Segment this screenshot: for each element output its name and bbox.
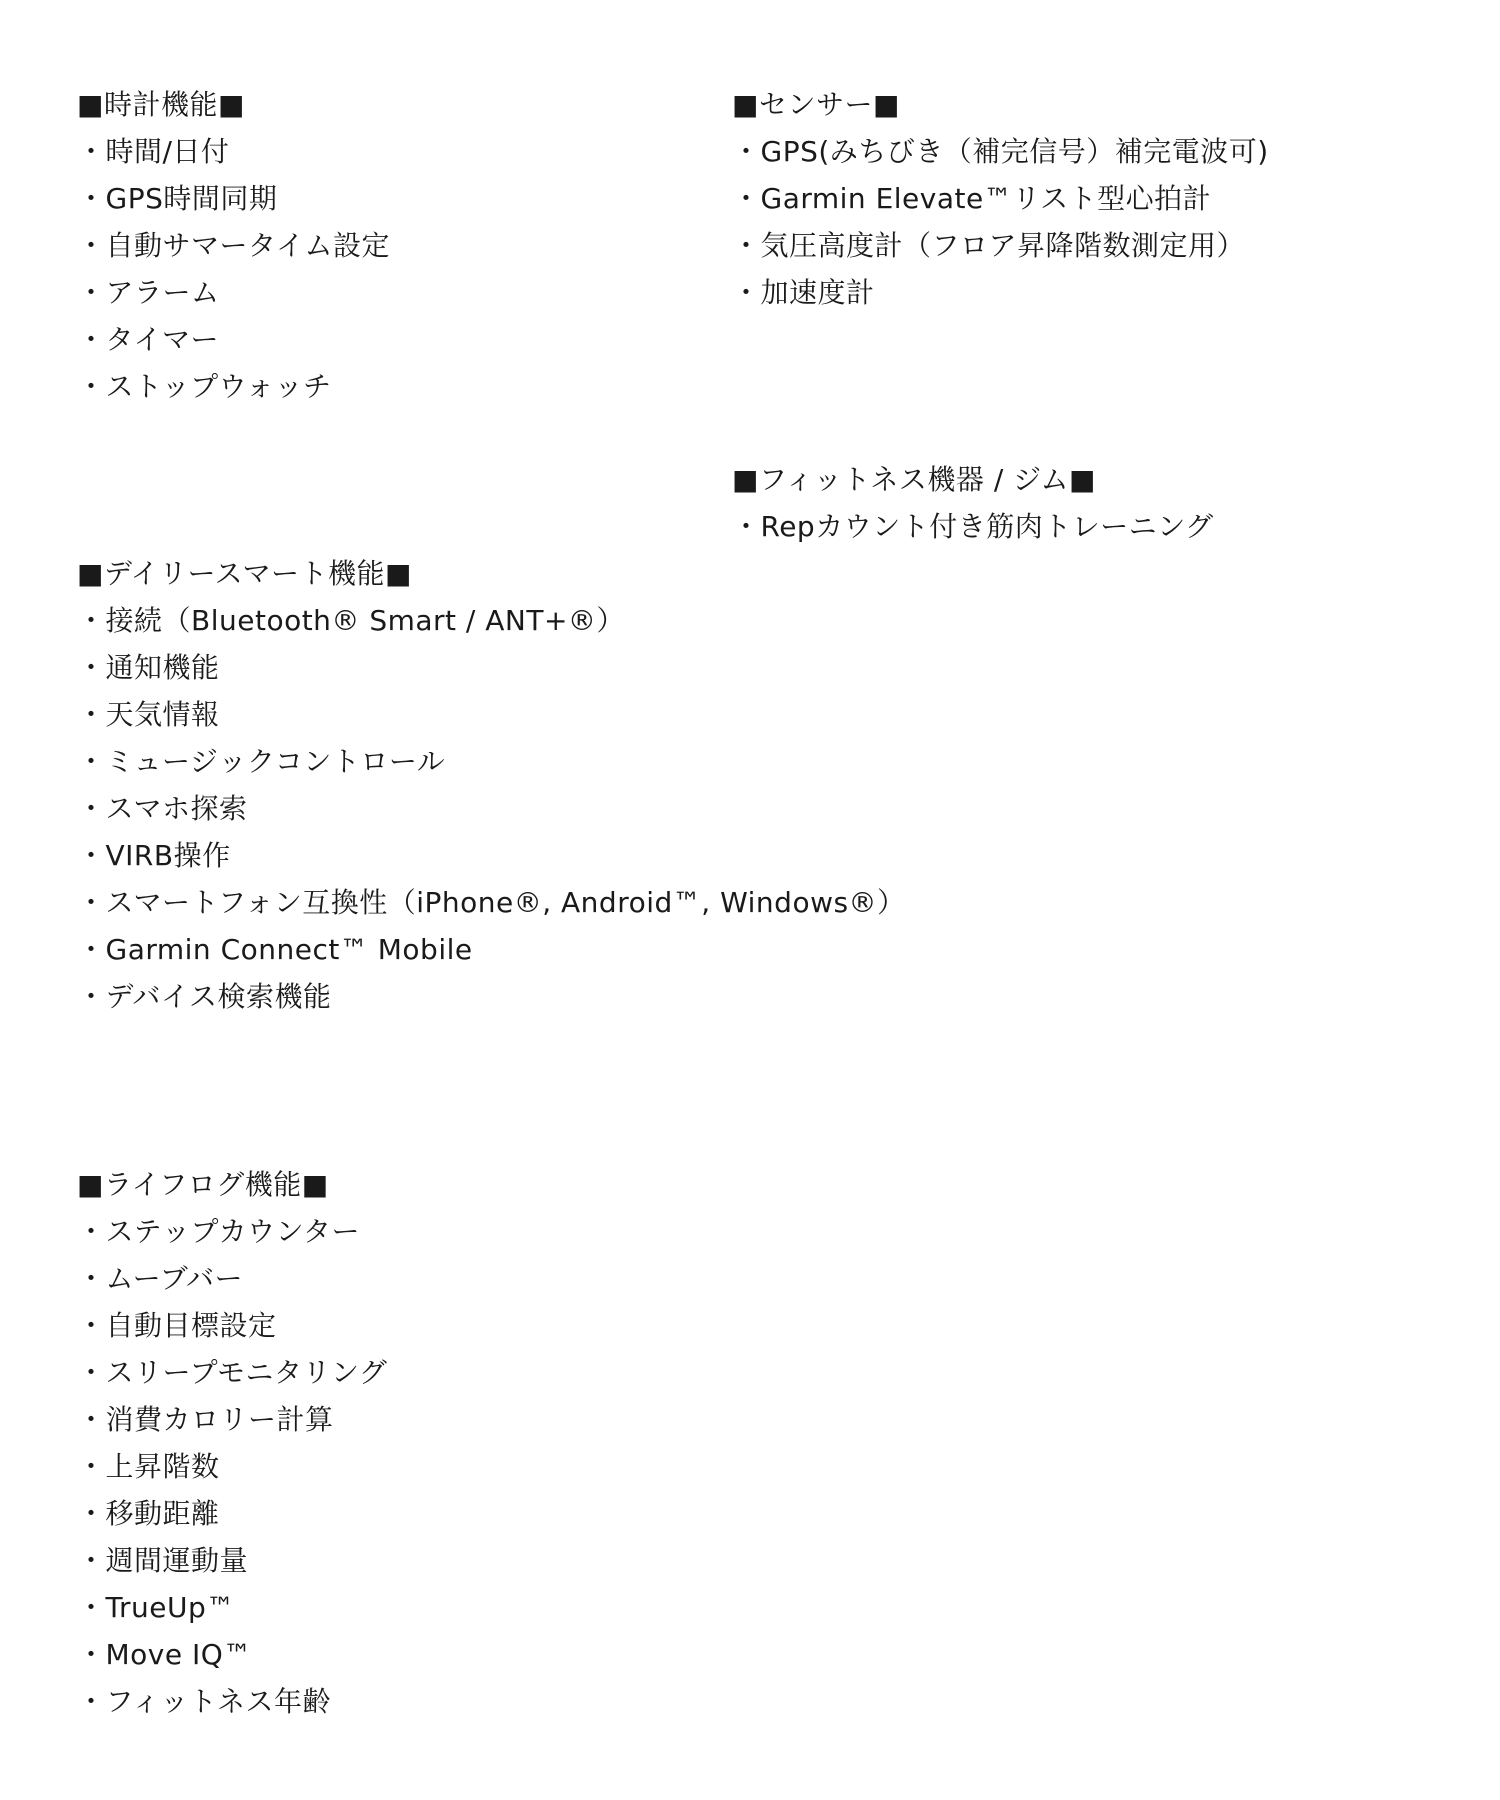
- list-item: ・タイマー: [77, 323, 219, 356]
- feature-list: [732, 503, 1214, 550]
- list-item: ・スリープモニタリング: [77, 1356, 388, 1389]
- feature-list: [77, 597, 906, 1020]
- list-item: ・天気情報: [77, 698, 220, 731]
- section-watch-functions: [77, 81, 390, 410]
- list-item: ・自動サマータイム設定: [77, 229, 390, 262]
- list-item: ・ミュージックコントロール: [77, 745, 446, 778]
- list-item: ・消費カロリー計算: [77, 1403, 334, 1436]
- list-item: ・Garmin Elevate™リスト型心拍計: [732, 182, 1212, 215]
- list-item: ・フィットネス年齢: [77, 1685, 331, 1718]
- list-item: ・自動目標設定: [77, 1309, 277, 1342]
- list-item: ・気圧高度計（フロア昇降階数測定用）: [732, 229, 1246, 262]
- feature-list: [732, 128, 1269, 316]
- list-item: ・TrueUp™: [77, 1591, 235, 1624]
- list-item: ・GPS(みちびき（補完信号）補完電波可): [732, 135, 1269, 168]
- list-item: ・アラーム: [77, 276, 220, 309]
- section-title: ■ライフログ機能■: [77, 1168, 329, 1201]
- list-item: ・上昇階数: [77, 1450, 220, 1483]
- feature-list: [77, 1208, 387, 1725]
- list-item: ・VIRB操作: [77, 839, 231, 872]
- section-lifelog-functions: [77, 1161, 387, 1725]
- list-item: ・時間/日付: [77, 135, 230, 168]
- list-item: ・ステップカウンター: [77, 1215, 361, 1248]
- section-title: ■時計機能■: [77, 88, 245, 121]
- list-item: ・スマホ探索: [77, 792, 248, 825]
- section-title: ■センサー■: [732, 88, 900, 121]
- list-item: ・加速度計: [732, 276, 875, 309]
- list-item: ・接続（Bluetooth® Smart / ANT+®）: [77, 604, 625, 637]
- section-title: ■デイリースマート機能■: [77, 557, 412, 590]
- list-item: ・Repカウント付き筋肉トレーニング: [732, 510, 1214, 543]
- list-item: ・スマートフォン互換性（iPhone®, Android™, Windows®）: [77, 886, 906, 919]
- section-title: ■フィットネス機器 / ジム■: [732, 463, 1097, 496]
- list-item: ・GPS時間同期: [77, 182, 278, 215]
- feature-list: [77, 128, 390, 410]
- list-item: ・デバイス検索機能: [77, 980, 332, 1013]
- section-sensors: [732, 81, 1269, 316]
- section-fitness-gym: [732, 456, 1214, 550]
- list-item: ・Move IQ™: [77, 1638, 252, 1671]
- list-item: ・移動距離: [77, 1497, 220, 1530]
- list-item: ・通知機能: [77, 651, 220, 684]
- list-item: ・Garmin Connect™ Mobile: [77, 933, 473, 966]
- section-daily-smart-functions: [77, 550, 906, 1020]
- list-item: ・ストップウォッチ: [77, 370, 332, 403]
- list-item: ・ムーブバー: [77, 1262, 243, 1295]
- list-item: ・週間運動量: [77, 1544, 249, 1577]
